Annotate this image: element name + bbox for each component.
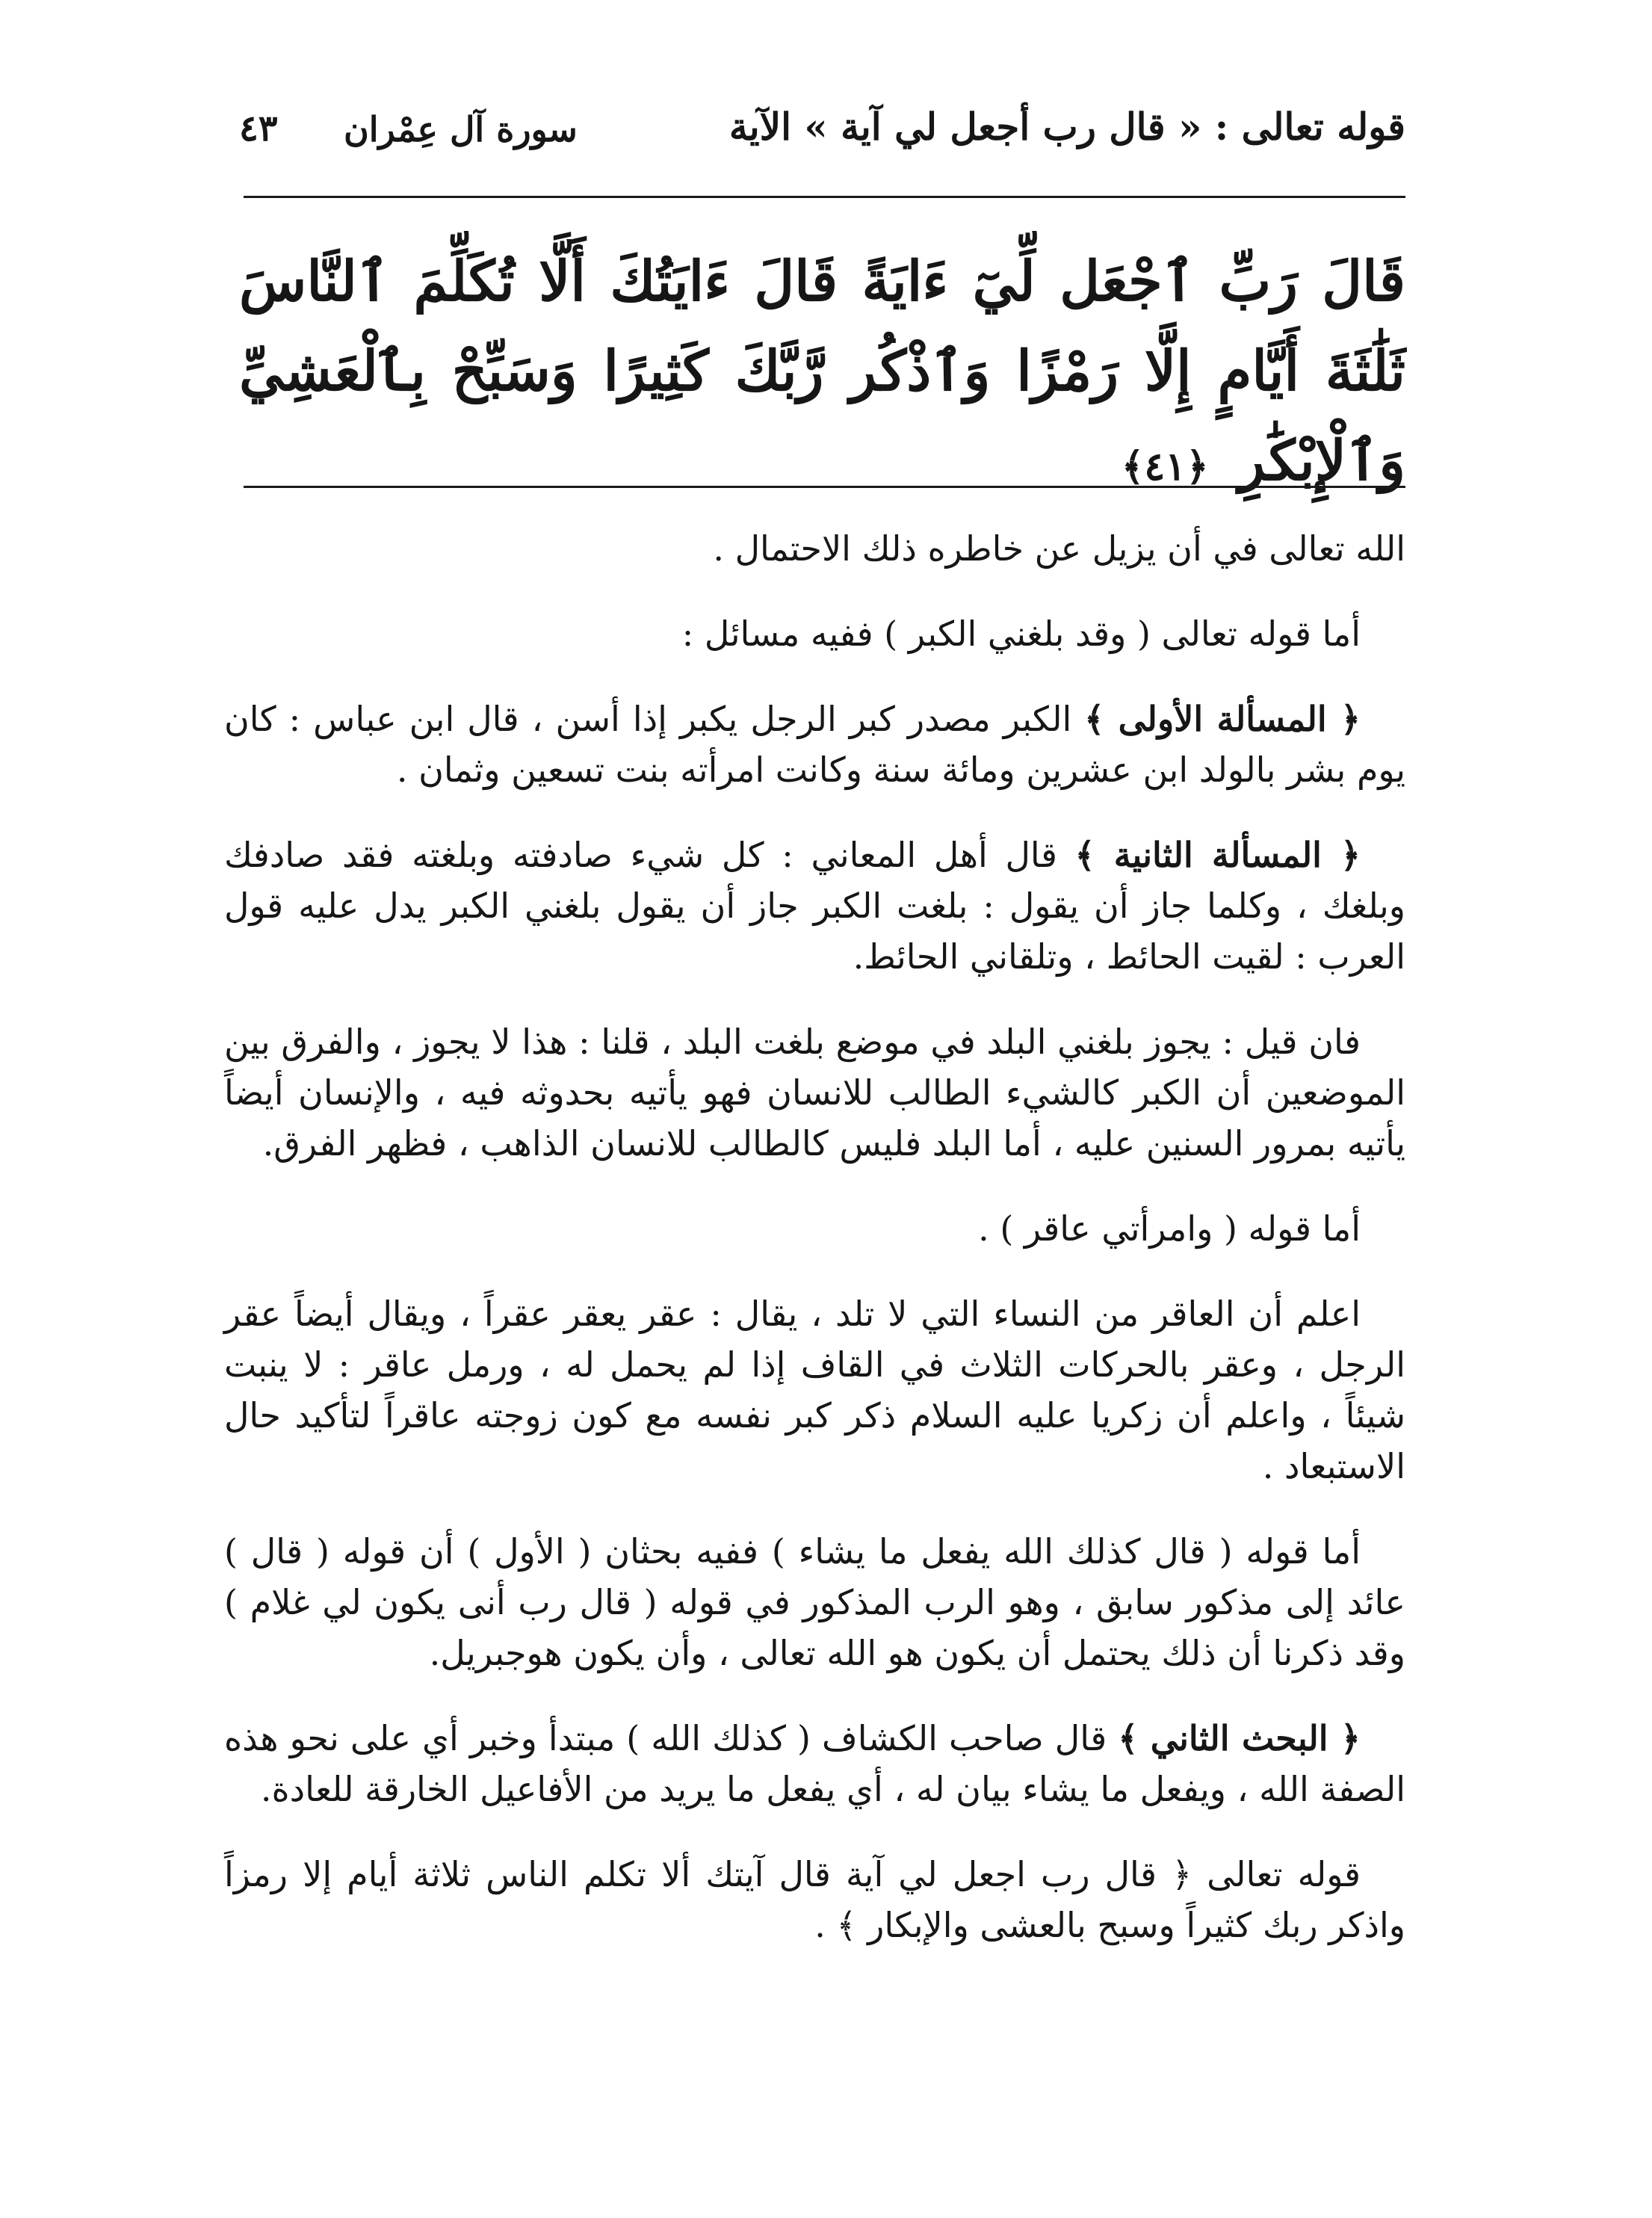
header-title: قوله تعالى : « قال رب أجعل لي آية » الآية bbox=[728, 105, 1405, 149]
ayah-number-mark: ﴿٤١﴾ bbox=[1121, 443, 1209, 489]
page-number: ٤٣ bbox=[239, 108, 278, 149]
paragraph bbox=[224, 693, 1405, 795]
paragraph bbox=[224, 1849, 1405, 1950]
paragraph-text: أما قوله ( وامرأتي عاقر ) . bbox=[978, 1208, 1361, 1249]
header-rule bbox=[244, 196, 1405, 198]
running-header bbox=[239, 105, 1405, 172]
verse-rule bbox=[244, 486, 1405, 488]
commentary-body bbox=[224, 523, 1405, 1985]
quran-verse bbox=[239, 238, 1405, 493]
paragraph bbox=[224, 830, 1405, 982]
paragraph-text: قوله تعالى ﴿ قال رب اجعل لي آية قال آيتك ألا تكلم الناس ثلاثة أيام إلا رمزاً واذكر ربك كثيراً وسبح بالعشى والإبكار ﴾ . bbox=[224, 1854, 1405, 1945]
paragraph bbox=[224, 1713, 1405, 1814]
paragraph bbox=[224, 1016, 1405, 1169]
paragraph-text: اعلم أن العاقر من النساء التي لا تلد ، يقال : عقر يعقر عقراً ، ويقال أيضاً عقر الرجل ، وعقر بالحركات الثلاث في القاف إذا لم يحمل له ، ورمل عاقر : لا ينبت شيئاً ، واعلم أن زكريا عليه السلام ذكر كبر نفسه مع كون زوجته عاقراً لتأكيد حال الاستبعاد . bbox=[224, 1294, 1405, 1486]
paragraph-text: أما قوله تعالى ( وقد بلغني الكبر ) ففيه مسائل : bbox=[681, 614, 1361, 654]
paragraph bbox=[224, 523, 1405, 574]
paragraph-text: الله تعالى في أن يزيل عن خاطره ذلك الاحتمال . bbox=[713, 528, 1405, 569]
paragraph-text: أما قوله ( قال كذلك الله يفعل ما يشاء ) ففيه بحثان ( الأول ) أن قوله ( قال ) عائد إلى مذكور سابق ، وهو الرب المذكور في قوله ( قال رب أنى يكون لي غلام ) وقد ذكرنا أن ذلك يحتمل أن يكون هو الله تعالى ، وأن يكون هوجبريل. bbox=[224, 1531, 1405, 1673]
header-surah-name: سورة آل عِمْران bbox=[344, 109, 578, 149]
issue-heading: ﴿ المسألة الأولى ﴾ bbox=[1084, 699, 1361, 739]
paragraph bbox=[224, 1526, 1405, 1678]
paragraph-text: قال صاحب الكشاف ( كذلك الله ) مبتدأ وخبر أي على نحو هذه الصفة الله ، ويفعل ما يشاء بيان له ، أي يفعل ما يريد من الأفاعيل الخارقة للعادة. bbox=[224, 1718, 1405, 1809]
paragraph-text: فان قيل : يجوز بلغني البلد في موضع بلغت البلد ، قلنا : هذا لا يجوز ، والفرق بين الموضعين أن الكبر كالشيء الطالب للانسان فهو يأتيه بحدوثه فيه ، والإنسان أيضاً يأتيه بمرور السنين عليه ، أما البلد فليس كالطالب للانسان الذاهب ، فظهر الفرق. bbox=[224, 1022, 1405, 1164]
issue-heading: ﴿ البحث الثاني ﴾ bbox=[1118, 1718, 1361, 1758]
paragraph-text: الكبر مصدر كبر الرجل يكبر إذا أسن ، قال ابن عباس : كان يوم بشر بالولد ابن عشرين ومائة سنة وكانت امرأته بنت تسعين وثمان . bbox=[224, 699, 1405, 790]
paragraph-text: قال أهل المعاني : كل شيء صادفته وبلغته فقد صادفك وبلغك ، وكلما جاز أن يقول : بلغت الكبر جاز أن يقول بلغني الكبر يدل عليه قول العرب : لقيت الحائط ، وتلقاني الحائط. bbox=[224, 835, 1405, 977]
issue-heading: ﴿ المسألة الثانية ﴾ bbox=[1074, 835, 1361, 875]
paragraph bbox=[224, 608, 1405, 659]
paragraph bbox=[224, 1203, 1405, 1254]
verse-text: قَالَ رَبِّ ٱجْعَل لِّيٓ ءَايَةً قَالَ ءَايَتُكَ أَلَّا تُكَلِّمَ ٱلنَّاسَ ثَلَٰثَةَ أَيَّامٍ إِلَّا رَمْزًا وَٱذْكُر رَّبَّكَ كَثِيرًا وَسَبِّحْ بِٱلْعَشِيِّ وَٱلْإِبْكَٰرِ bbox=[239, 250, 1405, 493]
paragraph bbox=[224, 1288, 1405, 1492]
